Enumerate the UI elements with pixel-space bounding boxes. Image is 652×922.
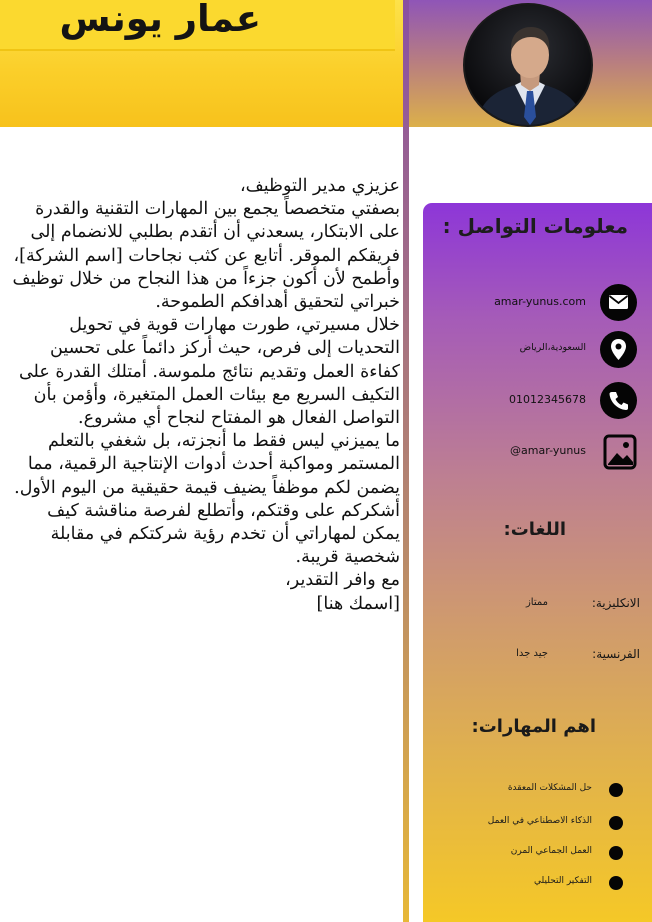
skill-item bbox=[423, 814, 652, 832]
bullet-icon bbox=[609, 846, 623, 860]
letter-greeting: عزيزي مدير التوظيف، bbox=[239, 176, 400, 196]
email-icon bbox=[600, 284, 637, 321]
bullet-icon bbox=[609, 783, 623, 797]
skill-text: العمل الجماعي المرن bbox=[510, 846, 592, 856]
cover-letter bbox=[12, 175, 400, 616]
location-pin-icon bbox=[600, 331, 637, 368]
letter-closing: مع وافر التقدير، bbox=[285, 570, 400, 591]
bullet-icon bbox=[609, 816, 623, 830]
contact-location-text: السعودية،الرياض bbox=[519, 342, 586, 353]
language-row bbox=[423, 647, 652, 667]
skill-item bbox=[423, 874, 652, 892]
skill-text: حل المشكلات المعقدة bbox=[507, 783, 592, 793]
contact-email[interactable] bbox=[423, 284, 652, 324]
letter-paragraph: بصفتي متخصصاً يجمع بين المهارات التقنية والقدرة على الابتكار، يسعدني أن أتقدم بطلبي للانضمام إلى فريقكم الموقر. أتابع عن كثب نجاحات [اسم الشركة]، وأطمح لأن أكون جزءاً من هذا النجاح من خلال توظيف خبراتي لتحقيق أهدافكم الطموحة. bbox=[12, 199, 400, 313]
contact-phone[interactable] bbox=[423, 382, 652, 422]
name-banner bbox=[0, 0, 395, 51]
phone-icon bbox=[600, 382, 637, 419]
languages-title: اللغات: bbox=[503, 519, 566, 540]
skill-item bbox=[423, 844, 652, 862]
language-row bbox=[423, 596, 652, 616]
instagram-icon bbox=[602, 433, 638, 471]
letter-paragraph: ما يميزني ليس فقط ما أنجزته، بل شغفي بالتعلم المستمر ومواكبة أحدث أدوات الإنتاجية الرقمية، مما يضمن لكم موظفاً يضيف قيمة حقيقية من اليوم الأول. bbox=[14, 431, 400, 498]
language-level: جيد جدا bbox=[516, 648, 548, 659]
contact-title: معلومات التواصل : bbox=[442, 214, 628, 238]
contact-social-text: @amar-yunus bbox=[510, 444, 586, 457]
profile-photo bbox=[463, 3, 593, 127]
language-level: ممتاز bbox=[525, 597, 548, 608]
sidebar-gap bbox=[409, 127, 652, 203]
contact-email-text: amar-yunus.com bbox=[494, 295, 586, 308]
language-name: الانكليزية: bbox=[591, 596, 640, 610]
candidate-name: عمار يونس bbox=[59, 0, 261, 40]
bullet-icon bbox=[609, 876, 623, 890]
letter-paragraph: أشكركم على وقتكم، وأتطلع لفرصة مناقشة كيف يمكن لمهاراتي أن تخدم رؤية شركتكم في مقابلة شخصية قريبة. bbox=[47, 500, 400, 568]
skill-item bbox=[423, 781, 652, 799]
skill-text: الذكاء الاصطناعي في العمل bbox=[487, 816, 592, 826]
skill-text: التفكير التحليلي bbox=[534, 876, 592, 886]
contact-social[interactable] bbox=[423, 433, 652, 473]
language-name: الفرنسية: bbox=[592, 647, 640, 661]
letter-paragraph: خلال مسيرتي، طورت مهارات قوية في تحويل التحديات إلى فرص، حيث أركز دائماً على تحسين كفاءة العمل وتقديم نتائج ملموسة. أمتلك القدرة على التكيف السريع مع بيئات العمل المتغيرة، وأؤمن بأن التواصل الفعال هو المفتاح لنجاح أي مشروع. bbox=[18, 315, 400, 429]
contact-phone-text: 01012345678 bbox=[509, 393, 586, 406]
letter-signature: [اسمك هنا] bbox=[316, 593, 400, 614]
skills-title: اهم المهارات: bbox=[471, 716, 596, 737]
contact-location bbox=[423, 331, 652, 371]
